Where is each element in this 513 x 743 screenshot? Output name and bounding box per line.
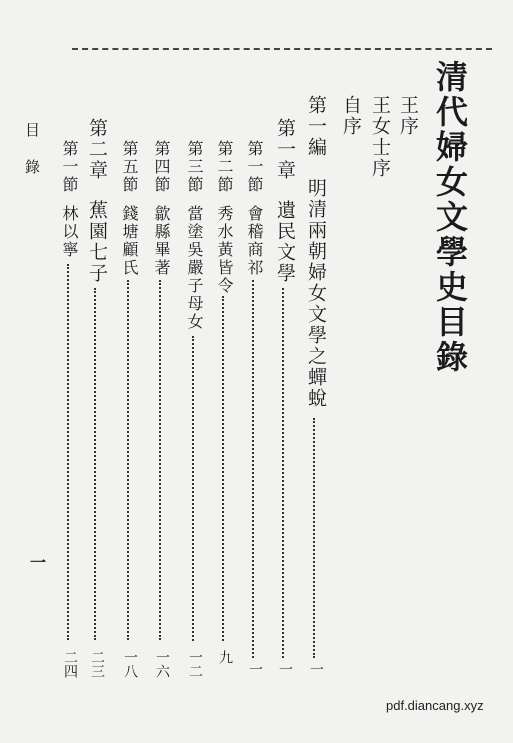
toc-chapter-label: 第二章	[86, 118, 108, 181]
toc-part-title: 明清兩朝婦女文學之蟬蛻	[305, 178, 327, 409]
toc-section-title: 錢塘顧氏	[120, 205, 139, 277]
toc-section-label: 第一節	[245, 140, 264, 194]
running-head: 目錄	[23, 122, 41, 196]
toc-leader-dots	[222, 296, 224, 641]
toc-page-number: 九	[217, 650, 233, 664]
toc-page-number: 二四	[62, 650, 78, 678]
toc-leader-dots	[67, 264, 69, 640]
watermark: pdf.diancang.xyz	[386, 698, 484, 713]
toc-section-label: 第一節	[60, 140, 79, 194]
toc-section-label: 第二節	[215, 140, 234, 194]
toc-page-number: 一	[308, 662, 324, 676]
toc-chapter-title: 蕉園七子	[86, 200, 108, 284]
toc-section-title: 林以寧	[60, 205, 79, 259]
toc-leader-dots	[252, 280, 254, 658]
toc-section-title: 歙縣畢著	[152, 205, 171, 277]
toc-page-number: 一六	[154, 650, 170, 678]
top-rule	[72, 48, 492, 50]
toc-section-title: 秀水黃皆令	[215, 205, 234, 295]
toc-entry-self-preface: 自序	[340, 95, 362, 137]
toc-page-number: 一二	[187, 650, 203, 678]
toc-leader-dots	[127, 280, 129, 640]
toc-section-label: 第四節	[152, 140, 171, 194]
toc-leader-dots	[192, 336, 194, 641]
toc-leader-dots	[282, 288, 284, 658]
page-folio: 一	[30, 553, 47, 572]
page-title: 清代婦女文學史目錄	[431, 60, 469, 375]
toc-entry-wang-preface: 王序	[397, 95, 419, 137]
toc-entry-wangnushi-preface: 王女士序	[369, 95, 391, 179]
toc-part-label: 第一編	[305, 95, 327, 158]
toc-leader-dots	[313, 418, 315, 658]
toc-page-number: 一	[277, 662, 293, 676]
toc-page-number: 一八	[122, 650, 138, 678]
toc-section-label: 第五節	[120, 140, 139, 194]
toc-section-label: 第三節	[185, 140, 204, 194]
toc-section-title: 會稽商祁	[245, 205, 264, 277]
toc-leader-dots	[94, 288, 96, 640]
toc-page-number: 二三	[89, 650, 105, 678]
toc-page-number: 一	[247, 662, 263, 676]
toc-section-title: 當塗吳嚴子母女	[185, 205, 204, 331]
toc-chapter-label: 第一章	[274, 118, 296, 181]
toc-chapter-title: 遺民文學	[274, 200, 296, 284]
toc-leader-dots	[159, 280, 161, 640]
